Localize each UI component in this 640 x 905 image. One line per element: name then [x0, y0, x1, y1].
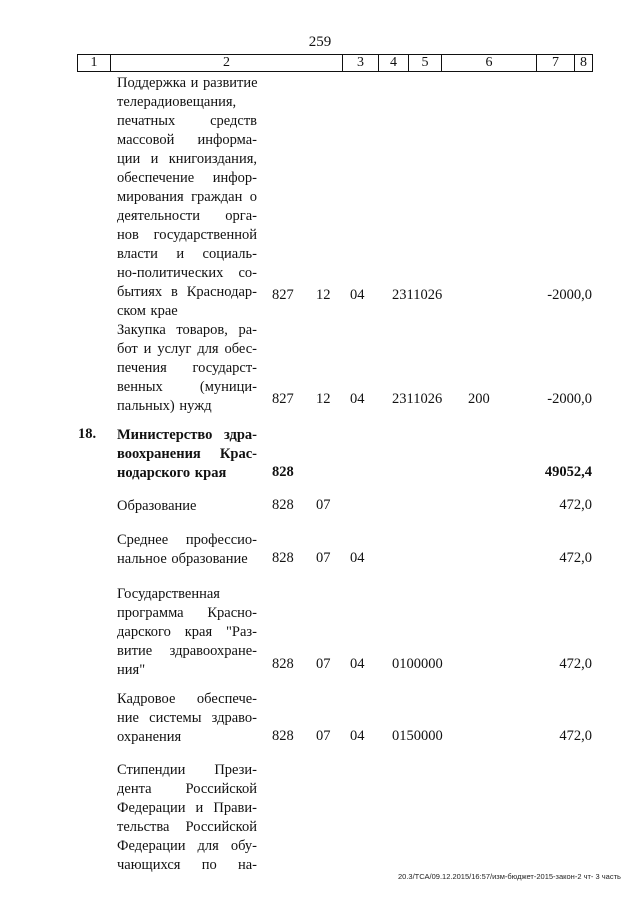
row-number: 18.: [78, 426, 97, 442]
desc-line: нов государственной: [117, 227, 257, 243]
cell-expense-type: 200: [468, 391, 490, 407]
cell-target-article: 0100000: [392, 656, 443, 672]
desc-line: бот и услуг для обес-: [117, 341, 257, 357]
header-cell-1: 1: [78, 55, 111, 71]
desc-line: Среднее профессио-: [117, 532, 257, 548]
desc-line: воохранения Крас-: [117, 446, 257, 462]
desc-line: дента Российской: [117, 781, 257, 797]
row-description: [117, 321, 257, 416]
cell-ministry: 828: [272, 550, 294, 566]
desc-line: витие здравоохране-: [117, 643, 257, 659]
cell-subsection: 04: [350, 391, 365, 407]
cell-target-article: 0150000: [392, 728, 443, 744]
desc-line: Федерации для обу-: [117, 838, 257, 854]
desc-line: нодарского края: [117, 465, 227, 481]
page-number: 259: [308, 34, 332, 50]
desc-line: чающихся по на-: [117, 857, 257, 873]
row-description: [117, 761, 257, 875]
row-description: [117, 74, 257, 321]
cell-amount: 472,0: [559, 550, 592, 566]
desc-line: охранения: [117, 729, 182, 745]
desc-line: Федерации и Прави-: [117, 800, 257, 816]
desc-line: венных (муници-: [117, 379, 257, 395]
cell-section: 07: [316, 656, 331, 672]
cell-subsection: 04: [350, 728, 365, 744]
desc-line: Закупка товаров, ра-: [117, 322, 257, 338]
header-cell-7: 7: [537, 55, 575, 71]
desc-line: Кадровое обеспече-: [117, 691, 257, 707]
desc-line: Министерство здра-: [117, 427, 257, 443]
header-cell-3: 3: [343, 55, 379, 71]
cell-amount: 472,0: [559, 656, 592, 672]
desc-line: Поддержка и развитие: [117, 75, 258, 91]
cell-subsection: 04: [350, 287, 365, 303]
desc-line: печения государст-: [117, 360, 257, 376]
cell-section: 07: [316, 497, 331, 513]
desc-line: дарского края "Раз-: [117, 624, 257, 640]
header-cell-6: 6: [442, 55, 537, 71]
desc-line: программа Красно-: [117, 605, 257, 621]
cell-ministry: 828: [272, 728, 294, 744]
desc-line: мирования граждан о: [117, 189, 257, 205]
desc-line: ции и книгоиздания,: [117, 151, 257, 167]
desc-line: ние системы здраво-: [117, 710, 257, 726]
document-footer: 20.3/ТСА/09.12.2015/16:57/изм-бюджет-2015-закон-2 чт- 3 часть: [398, 872, 621, 881]
header-cell-8: 8: [580, 55, 587, 70]
desc-line: печатных средств: [117, 113, 257, 129]
desc-line: ском крае: [117, 303, 178, 319]
header-cell-5: 5: [409, 55, 442, 71]
desc-line: Стипендии Прези-: [117, 762, 257, 778]
desc-line: бытиях в Краснодар-: [117, 284, 257, 300]
row-description: [117, 426, 257, 483]
cell-amount: -2000,0: [547, 287, 592, 303]
header-cell-4: 4: [379, 55, 409, 71]
desc-line: Государственная: [117, 586, 220, 602]
desc-line: деятельности орга-: [117, 208, 257, 224]
row-description: [117, 690, 257, 747]
cell-amount: -2000,0: [547, 391, 592, 407]
desc-line: обеспечение инфор-: [117, 170, 257, 186]
row-description: [117, 585, 257, 680]
cell-ministry: 828: [272, 497, 294, 513]
desc-line: пальных) нужд: [117, 398, 212, 414]
desc-line: Образование: [117, 498, 197, 514]
desc-line: телерадиовещания,: [117, 94, 237, 110]
cell-ministry: 828: [272, 464, 294, 480]
cell-ministry: 827: [272, 287, 294, 303]
row-description: [117, 531, 257, 569]
cell-subsection: 04: [350, 550, 365, 566]
cell-target-article: 2311026: [392, 391, 443, 407]
cell-amount: 472,0: [559, 728, 592, 744]
cell-ministry: 827: [272, 391, 294, 407]
desc-line: ния": [117, 662, 146, 678]
cell-section: 07: [316, 550, 331, 566]
cell-section: 12: [316, 287, 331, 303]
cell-section: 07: [316, 728, 331, 744]
cell-ministry: 828: [272, 656, 294, 672]
cell-amount: 472,0: [559, 497, 592, 513]
desc-line: власти и социаль-: [117, 246, 257, 262]
desc-line: массовой информа-: [117, 132, 257, 148]
cell-amount: 49052,4: [544, 464, 592, 480]
cell-target-article: 2311026: [392, 287, 443, 303]
table-header: [77, 54, 593, 72]
row-description: [117, 497, 257, 516]
desc-line: нальное образование: [117, 551, 248, 567]
desc-line: но-политических со-: [117, 265, 257, 281]
desc-line: тельства Российской: [117, 819, 257, 835]
cell-section: 12: [316, 391, 331, 407]
header-cell-2: 2: [111, 55, 343, 71]
cell-subsection: 04: [350, 656, 365, 672]
